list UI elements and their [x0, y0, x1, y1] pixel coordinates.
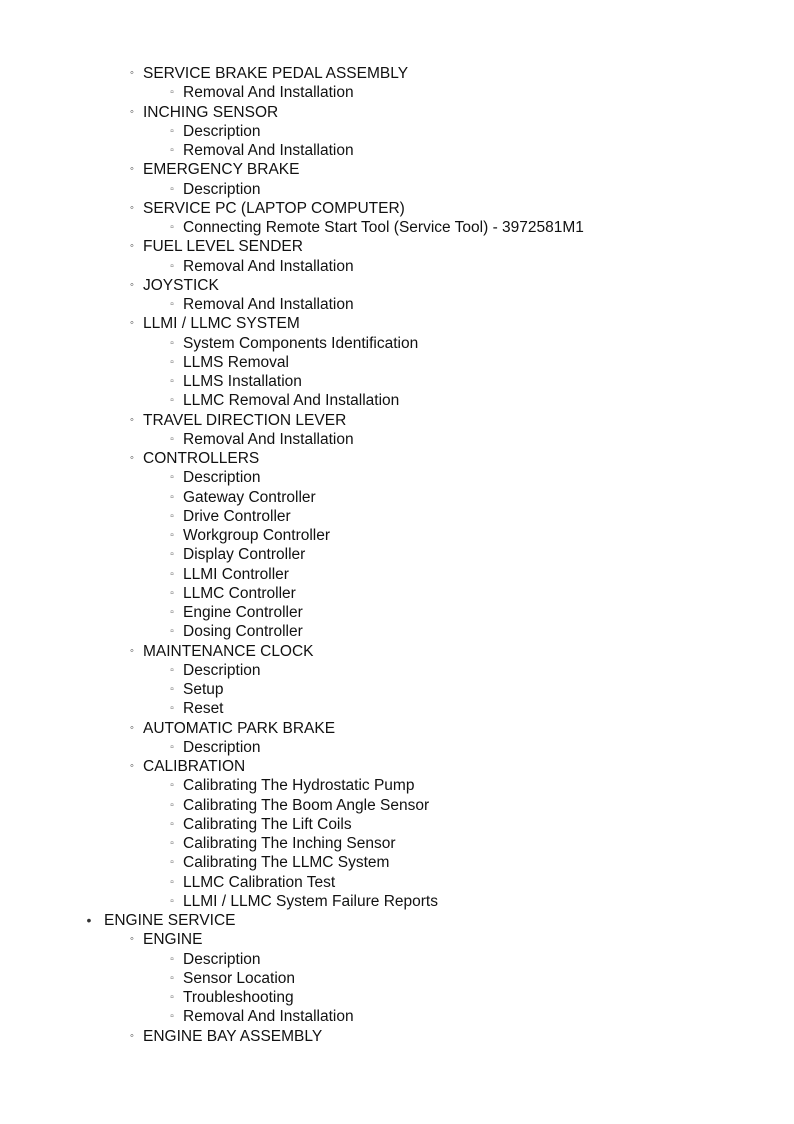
toc-entry-text: Description	[183, 661, 261, 679]
toc-entry-text: Removal And Installation	[183, 142, 354, 159]
toc-entry-text: Reset	[183, 700, 224, 718]
list-bullet-icon: ▫	[170, 549, 174, 561]
toc-entry-text: Calibrating The Boom Angle Sensor	[183, 796, 430, 814]
toc-entry-level-3	[0, 988, 794, 1007]
toc-entry-level-3	[0, 776, 794, 795]
list-bullet-icon: ▫	[170, 510, 174, 522]
list-bullet-icon: ▫	[170, 838, 174, 849]
list-bullet-icon: ◦	[130, 644, 134, 657]
list-bullet-icon: ◦	[130, 201, 134, 214]
toc-entry-level-3	[0, 584, 794, 603]
list-bullet-icon: ▫	[170, 472, 174, 484]
toc-entry-text: Removal And Installation	[183, 296, 354, 313]
toc-entry-text: Display Controller	[183, 546, 306, 564]
list-bullet-icon: •	[86, 912, 92, 928]
toc-entry-text: Gateway Controller	[183, 488, 316, 506]
toc-entry-level-3	[0, 603, 794, 622]
toc-entry-text: Removal And Installation	[183, 257, 354, 275]
toc-entry-text: LLMC Controller	[183, 584, 296, 602]
toc-entry-text: Description	[183, 180, 261, 198]
toc-entry-text: EMERGENCY BRAKE	[143, 161, 300, 179]
toc-entry-level-3	[0, 468, 794, 487]
toc-entry-text: LLMC Removal And Installation	[183, 392, 400, 410]
toc-entry-text: Drive Controller	[183, 507, 291, 525]
toc-entry-text: AUTOMATIC PARK BRAKE	[143, 719, 336, 737]
toc-entry-text: TRAVEL DIRECTION LEVER	[143, 411, 347, 429]
list-bullet-icon: ▫	[170, 876, 174, 888]
toc-entry-text: LLMI / LLMC System Failure Reports	[183, 892, 438, 910]
toc-entry-level-3	[0, 488, 794, 507]
toc-entry-level-3	[0, 122, 794, 141]
list-bullet-icon: ▫	[170, 568, 174, 580]
list-bullet-icon: ▫	[170, 356, 174, 368]
toc-entry-level-3	[0, 622, 794, 641]
toc-entry-level-1	[0, 911, 794, 930]
list-bullet-icon: ▫	[170, 799, 174, 811]
toc-entry-level-2	[0, 757, 794, 776]
toc-entry-text: LLMI Controller	[183, 565, 289, 583]
toc-entry-text: Calibrating The LLMC System	[183, 854, 390, 872]
toc-entry-text: LLMI / LLMC SYSTEM	[143, 315, 300, 333]
list-bullet-icon: ▫	[170, 587, 174, 599]
toc-entry-text: Calibrating The Inching Sensor	[183, 835, 396, 852]
toc-entry-level-2	[0, 160, 794, 179]
list-bullet-icon: ▫	[170, 376, 174, 387]
toc-entry-level-2	[0, 276, 794, 295]
toc-entry-level-3	[0, 738, 794, 757]
toc-entry-text: CONTROLLERS	[143, 450, 260, 467]
toc-entry-level-3	[0, 545, 794, 564]
toc-entry-level-3	[0, 950, 794, 969]
list-bullet-icon: ▫	[170, 780, 174, 792]
list-bullet-icon: ◦	[130, 317, 134, 330]
toc-entry-text: Sensor Location	[183, 969, 296, 987]
toc-entry-text: Removal And Installation	[183, 1008, 354, 1026]
list-bullet-icon: ◦	[130, 760, 134, 772]
list-bullet-icon: ◦	[130, 933, 134, 946]
toc-entry-text: Description	[183, 738, 261, 756]
toc-entry-text: MAINTENANCE CLOCK	[143, 642, 314, 660]
toc-entry-text: ENGINE	[143, 931, 203, 949]
list-bullet-icon: ▫	[170, 145, 174, 156]
toc-entry-text: Engine Controller	[183, 604, 303, 621]
list-bullet-icon: ▫	[170, 684, 174, 695]
toc-entry-text: ENGINE BAY ASSEMBLY	[143, 1027, 323, 1045]
toc-entry-level-2	[0, 237, 794, 256]
list-bullet-icon: ◦	[130, 1029, 134, 1042]
toc-entry-level-3	[0, 372, 794, 391]
toc-entry-text: FUEL LEVEL SENDER	[143, 238, 303, 256]
list-bullet-icon: ▫	[170, 626, 174, 638]
toc-entry-text: LLMS Removal	[183, 353, 289, 371]
list-bullet-icon: ▫	[170, 395, 174, 407]
toc-entry-text: CALIBRATION	[143, 758, 246, 775]
toc-entry-text: Calibrating The Hydrostatic Pump	[183, 777, 415, 795]
toc-entry-text: Connecting Remote Start Tool (Service Tool) - 3972581M1	[183, 219, 584, 236]
toc-entry-text: System Components Identification	[183, 334, 419, 352]
toc-entry-text: SERVICE PC (LAPTOP COMPUTER)	[143, 199, 405, 217]
list-bullet-icon: ▫	[170, 299, 174, 310]
list-bullet-icon: ▫	[170, 857, 174, 869]
toc-entry-text: LLMC Calibration Test	[183, 873, 336, 891]
toc-entry-level-3	[0, 218, 794, 237]
list-bullet-icon: ▫	[170, 125, 174, 137]
toc-entry-text: Workgroup Controller	[183, 527, 331, 544]
list-bullet-icon: ◦	[130, 278, 134, 291]
toc-entry-level-3	[0, 430, 794, 449]
toc-entry-level-2	[0, 64, 794, 83]
list-bullet-icon: ▫	[170, 895, 174, 907]
toc-entry-level-2	[0, 642, 794, 661]
toc-entry-text: Troubleshooting	[183, 989, 294, 1006]
toc-entry-level-2	[0, 1027, 794, 1046]
toc-entry-level-3	[0, 834, 794, 853]
toc-entry-text: Description	[183, 122, 261, 140]
toc-entry-level-3	[0, 353, 794, 372]
toc-entry-level-2	[0, 199, 794, 218]
toc-entry-level-3	[0, 699, 794, 718]
list-bullet-icon: ◦	[130, 721, 134, 734]
toc-entry-text: JOYSTICK	[143, 276, 219, 294]
list-bullet-icon: ▫	[170, 818, 174, 830]
toc-entry-level-3	[0, 1007, 794, 1026]
toc-entry-text: Calibrating The Lift Coils	[183, 815, 352, 833]
toc-entry-level-3	[0, 391, 794, 410]
list-bullet-icon: ▫	[170, 972, 174, 984]
toc-entry-level-2	[0, 314, 794, 333]
toc-entry-text: LLMS Installation	[183, 373, 302, 390]
toc-entry-level-3	[0, 257, 794, 276]
list-bullet-icon: ◦	[130, 413, 134, 426]
toc-entry-level-2	[0, 411, 794, 430]
toc-entry-level-3	[0, 83, 794, 102]
toc-entry-level-3	[0, 853, 794, 872]
list-bullet-icon: ▫	[170, 953, 174, 965]
toc-entry-level-3	[0, 815, 794, 834]
toc-entry-level-2	[0, 930, 794, 949]
toc-entry-text: Description	[183, 469, 261, 487]
list-bullet-icon: ▫	[170, 607, 174, 618]
toc-entry-level-3	[0, 892, 794, 911]
toc-entry-level-3	[0, 141, 794, 160]
list-bullet-icon: ▫	[170, 222, 174, 233]
list-bullet-icon: ▫	[170, 260, 174, 272]
table-of-contents	[0, 64, 794, 1046]
toc-entry-level-3	[0, 180, 794, 199]
toc-entry-text: ENGINE SERVICE	[104, 912, 236, 929]
toc-entry-level-3	[0, 295, 794, 314]
toc-entry-text: Removal And Installation	[183, 430, 354, 448]
toc-entry-level-3	[0, 507, 794, 526]
list-bullet-icon: ▫	[170, 183, 174, 195]
toc-entry-level-3	[0, 661, 794, 680]
toc-entry-level-3	[0, 334, 794, 353]
toc-entry-text: SERVICE BRAKE PEDAL ASSEMBLY	[143, 65, 409, 82]
list-bullet-icon: ◦	[130, 67, 134, 79]
toc-entry-level-3	[0, 526, 794, 545]
toc-entry-level-3	[0, 873, 794, 892]
list-bullet-icon: ◦	[130, 105, 134, 118]
list-bullet-icon: ▫	[170, 703, 174, 715]
toc-entry-level-3	[0, 565, 794, 584]
list-bullet-icon: ▫	[170, 491, 174, 503]
list-bullet-icon: ▫	[170, 992, 174, 1003]
list-bullet-icon: ▫	[170, 433, 174, 445]
list-bullet-icon: ▫	[170, 530, 174, 541]
toc-entry-text: Removal And Installation	[183, 84, 354, 102]
toc-entry-level-2	[0, 449, 794, 468]
toc-entry-text: Setup	[183, 681, 224, 698]
list-bullet-icon: ◦	[130, 240, 134, 253]
toc-entry-text: INCHING SENSOR	[143, 103, 279, 121]
list-bullet-icon: ▫	[170, 664, 174, 676]
toc-entry-level-3	[0, 796, 794, 815]
list-bullet-icon: ◦	[130, 452, 134, 464]
toc-entry-level-3	[0, 680, 794, 699]
toc-entry-text: Dosing Controller	[183, 623, 303, 641]
list-bullet-icon: ▫	[170, 337, 174, 349]
list-bullet-icon: ▫	[170, 87, 174, 99]
list-bullet-icon: ▫	[170, 1011, 174, 1023]
toc-entry-level-2	[0, 103, 794, 122]
list-bullet-icon: ▫	[170, 741, 174, 753]
toc-entry-text: Description	[183, 950, 261, 968]
toc-entry-level-3	[0, 969, 794, 988]
list-bullet-icon: ◦	[130, 163, 134, 176]
toc-entry-level-2	[0, 719, 794, 738]
